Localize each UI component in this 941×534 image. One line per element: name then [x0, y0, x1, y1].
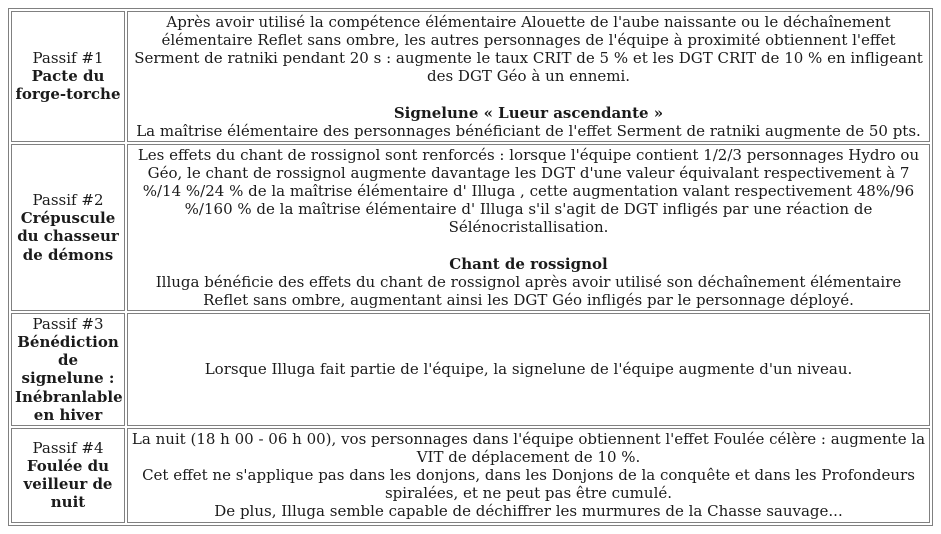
passive-subheading: Chant de rossignol	[449, 254, 608, 273]
passive-effect-text: La nuit (18 h 00 - 06 h 00), vos personnages dans l'équipe obtiennent l'effet Foulée célère : augmente la VIT de déplacement de 10 %.	[131, 429, 926, 466]
passive-label: Passif #4	[32, 438, 104, 457]
blank-line	[131, 86, 926, 104]
passive-effect-text: Lorsque Illuga fait partie de l'équipe, la signelune de l'équipe augmente d'un niveau.	[204, 360, 853, 379]
passive-label: Passif #2	[32, 191, 104, 210]
passive-description-cell	[127, 428, 930, 523]
passive-name: Crépuscule du chasseur de démons	[17, 209, 119, 264]
table-row	[11, 313, 930, 426]
passive-name: Foulée du veilleur de nuit	[23, 457, 113, 512]
passive-subeffect-text: La maîtrise élémentaire des personnages bénéficiant de l'effet Serment de ratniki augmente de 50 pts.	[136, 121, 921, 140]
table-row	[11, 144, 930, 311]
passive-title-cell	[11, 313, 125, 426]
passive-subeffect-text: Illuga bénéficie des effets du chant de rossignol après avoir utilisé son déchaînement élémentaire Reflet sans ombre, augmentant ainsi les DGT Géo infligés par le personnage déployé.	[155, 272, 902, 309]
passive-effect-text: Cet effet ne s'applique pas dans les donjons, dans les Donjons de la conquête et dans les Profondeurs spiralées, et ne peut pas être cumulé.	[142, 466, 915, 503]
passive-title-cell	[11, 144, 125, 311]
table-row	[11, 11, 930, 142]
blank-line	[131, 237, 926, 255]
passive-effect-text: Après avoir utilisé la compétence élémentaire Alouette de l'aube naissante ou le déchaînement élémentaire Reflet sans ombre, les autres personnages de l'équipe à proximité obtiennent l'effet Serment de ratniki pendant 20 s : augmente le taux CRIT de 5 % et les DGT CRIT de 10 % en infligeant des DGT Géo à un ennemi.	[134, 13, 923, 86]
passives-table	[8, 8, 933, 526]
table-row	[11, 428, 930, 523]
passive-name: Pacte du forge-torche	[15, 67, 121, 104]
passive-subheading: Signelune « Lueur ascendante »	[393, 103, 664, 122]
passive-description-cell	[127, 313, 930, 426]
passive-label: Passif #1	[32, 49, 104, 68]
passive-description-cell	[127, 11, 930, 142]
passive-effect-text: Les effets du chant de rossignol sont renforcés : lorsque l'équipe contient 1/2/3 personnages Hydro ou Géo, le chant de rossignol augmente davantage les DGT d'une valeur équivalant respectivement à 7 %/14 %/24 % de la maîtrise élémentaire d' Illuga , cette augmentation valant respectivement 48%/96 %/160 % de la maîtrise élémentaire d' Illuga s'il s'agit de DGT infligés par une réaction de Sélénocristallisation.	[137, 145, 920, 237]
passive-title-cell	[11, 11, 125, 142]
passive-description-cell	[127, 144, 930, 311]
passive-effect-text: De plus, Illuga semble capable de déchiffrer les murmures de la Chasse sauvage...	[214, 502, 843, 521]
passive-label: Passif #3	[32, 314, 104, 333]
passive-name: Bénédiction de signelune : Inébranlable en hiver	[15, 333, 123, 424]
passive-title-cell	[11, 428, 125, 523]
